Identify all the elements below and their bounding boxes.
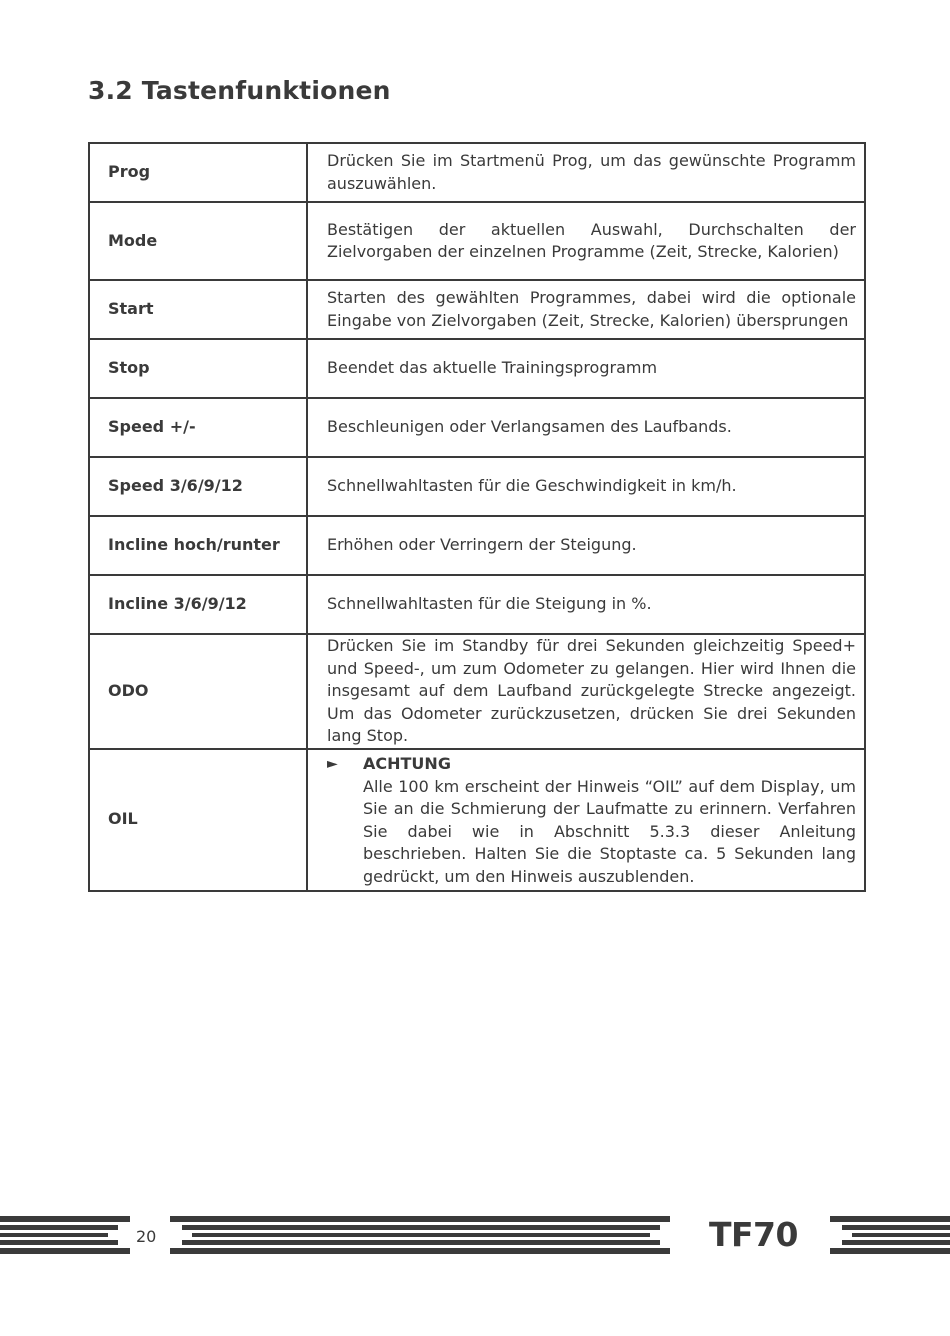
key-description — [307, 749, 865, 891]
key-description: Starten des gewählten Programmes, dabei wird die optionale Eingabe von Zielvorgaben (Zeit, Strecke, Kalorien) übersprungen — [307, 280, 865, 339]
key-name: Start — [89, 280, 307, 339]
key-name: Speed 3/6/9/12 — [89, 457, 307, 516]
note-text: Alle 100 km erscheint der Hinweis “OIL” auf dem Display, um Sie an die Schmierung der Laufmatte zu erinnern. Verfahren Sie dabei wie in Abschnitt 5.3.3 dieser Anleitung beschrieben. Halten Sie die Stoptaste ca. 5 Sekunden lang gedrückt, um den Hinweis auszublenden. — [363, 776, 856, 886]
key-name: Speed +/- — [89, 398, 307, 457]
page-number: 20 — [136, 1227, 157, 1246]
table-row — [89, 280, 865, 339]
key-name: OIL — [89, 749, 307, 891]
table-row — [89, 339, 865, 398]
note-body — [363, 753, 856, 888]
table-row — [89, 634, 865, 749]
key-description: Schnellwahltasten für die Geschwindigkeit in km/h. — [307, 457, 865, 516]
note-title: ACHTUNG — [363, 754, 451, 773]
key-name: ODO — [89, 634, 307, 749]
key-description: Drücken Sie im Startmenü Prog, um das gewünschte Programm auszuwählen. — [307, 143, 865, 202]
key-name: Incline hoch/runter — [89, 516, 307, 575]
section-title: 3.2 Tastenfunktionen — [88, 76, 391, 105]
key-description: Schnellwahltasten für die Steigung in %. — [307, 575, 865, 634]
table-row — [89, 575, 865, 634]
model-name: TF70 — [709, 1215, 798, 1254]
key-description: Erhöhen oder Verringern der Steigung. — [307, 516, 865, 575]
attention-note — [327, 751, 856, 888]
table-row — [89, 749, 865, 891]
key-name: Incline 3/6/9/12 — [89, 575, 307, 634]
key-description: Beendet das aktuelle Trainingsprogramm — [307, 339, 865, 398]
key-name: Mode — [89, 202, 307, 280]
key-name: Stop — [89, 339, 307, 398]
key-name: Prog — [89, 143, 307, 202]
key-description: Bestätigen der aktuellen Auswahl, Durchschalten der Zielvorgaben der einzelnen Programme (Zeit, Strecke, Kalorien) — [307, 202, 865, 280]
table-row — [89, 457, 865, 516]
table-row — [89, 202, 865, 280]
key-description: Drücken Sie im Standby für drei Sekunden gleichzeitig Speed+ und Speed-, um zum Odometer zu gelangen. Hier wird Ihnen die insgesamt auf dem Laufband zurückgelegte Strecke angezeigt. Um das Odometer zurückzusetzen, drücken Sie drei Sekunden lang Stop. — [307, 634, 865, 749]
key-description: Beschleunigen oder Verlangsamen des Laufbands. — [307, 398, 865, 457]
table-row — [89, 143, 865, 202]
triangle-right-icon: ► — [327, 756, 338, 772]
key-functions-table — [88, 142, 866, 892]
table-row — [89, 398, 865, 457]
table-row — [89, 516, 865, 575]
